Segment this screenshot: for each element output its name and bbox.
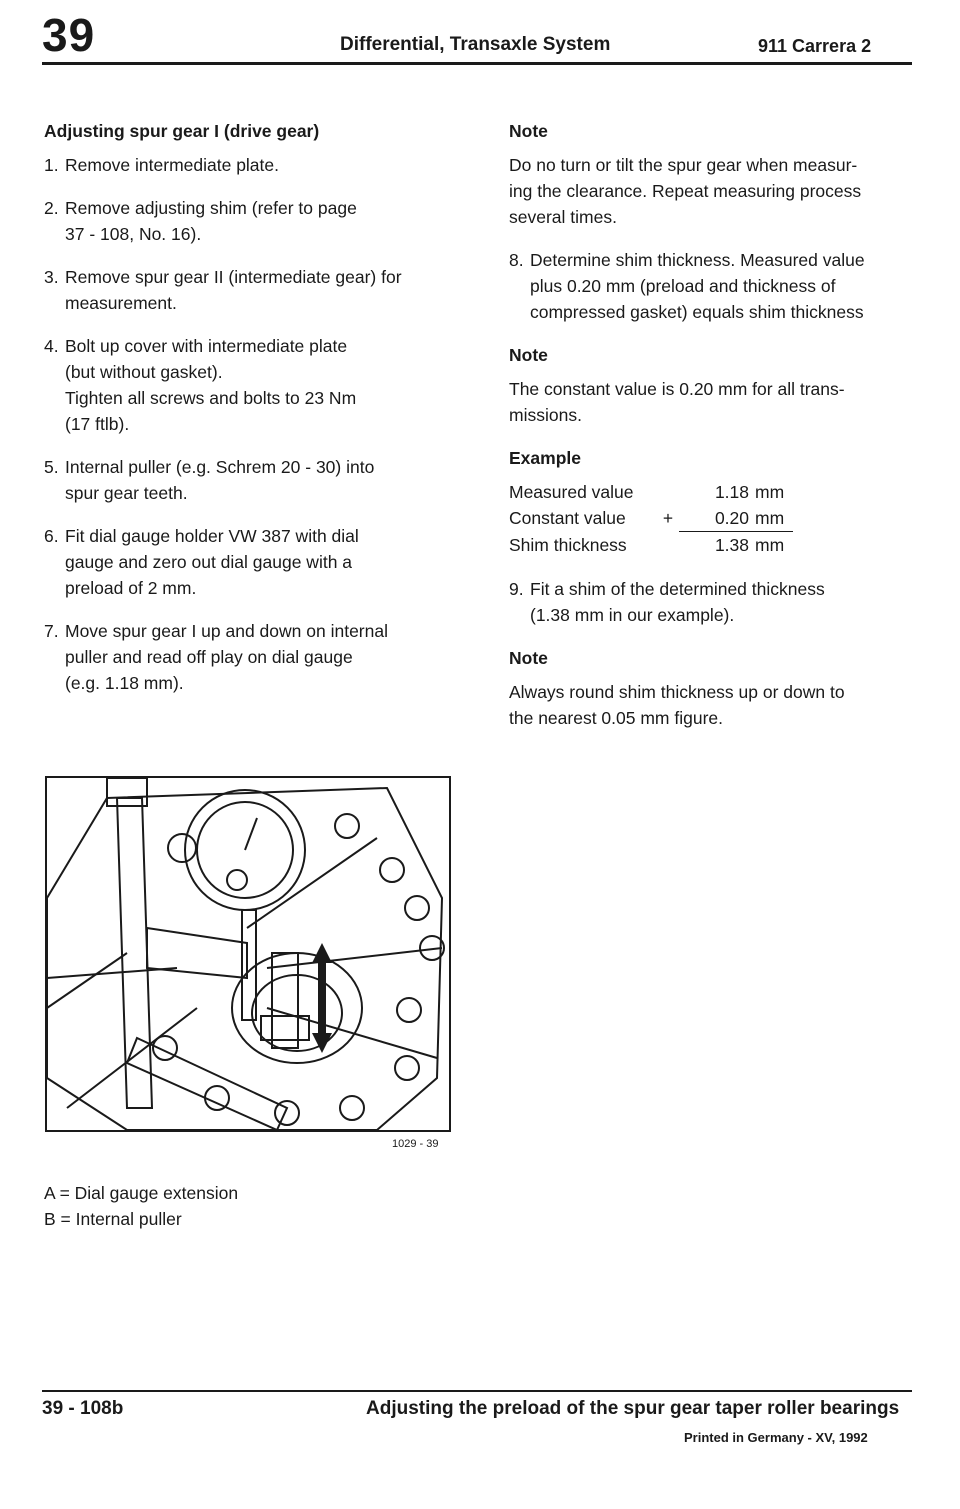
table-row bbox=[509, 479, 793, 505]
step-number: 5. bbox=[44, 457, 59, 477]
note-heading: Note bbox=[509, 648, 548, 668]
step-8 bbox=[509, 247, 919, 325]
step-line: 37 - 108, No. 16). bbox=[65, 224, 202, 244]
step-line: (e.g. 1.18 mm). bbox=[65, 673, 184, 693]
page-number: 39 - 108b bbox=[42, 1398, 124, 1419]
note-heading: Note bbox=[509, 345, 548, 365]
step-line: (1.38 mm in our example). bbox=[530, 605, 735, 625]
footer-rule bbox=[42, 1390, 912, 1392]
step-line: Determine shim thickness. Measured value bbox=[530, 250, 865, 270]
step-line: plus 0.20 mm (preload and thickness of bbox=[530, 276, 836, 296]
movement-arrow bbox=[312, 943, 332, 1053]
step-number: 2. bbox=[44, 198, 59, 218]
row-label: Shim thickness bbox=[509, 534, 627, 555]
note-line: the nearest 0.05 mm figure. bbox=[509, 708, 723, 728]
header-rule bbox=[42, 62, 912, 65]
step-line: Remove spur gear II (intermediate gear) for bbox=[65, 267, 402, 287]
model-name: 911 Carrera 2 bbox=[758, 36, 872, 56]
figure-reference: 1029 - 39 bbox=[392, 1138, 439, 1150]
step-line: compressed gasket) equals shim thickness bbox=[530, 302, 864, 322]
row-unit: mm bbox=[755, 508, 785, 528]
row-unit: mm bbox=[755, 482, 785, 502]
right-column bbox=[509, 118, 919, 748]
step-number: 6. bbox=[44, 526, 59, 546]
step-5 bbox=[44, 454, 464, 506]
row-operator bbox=[657, 532, 679, 559]
table-row bbox=[509, 505, 793, 532]
step-line: (but without gasket). bbox=[65, 362, 223, 382]
row-operator bbox=[657, 479, 679, 505]
step-7 bbox=[44, 618, 464, 696]
footer-title: Adjusting the preload of the spur gear taper roller bearings bbox=[366, 1398, 900, 1419]
note-text bbox=[509, 152, 919, 230]
step-line: puller and read off play on dial gauge bbox=[65, 647, 353, 667]
legend-item-a: A = Dial gauge extension bbox=[44, 1183, 239, 1203]
arrow-up-head bbox=[312, 943, 332, 963]
step-line: preload of 2 mm. bbox=[65, 578, 197, 598]
step-9 bbox=[509, 576, 919, 628]
step-line: measurement. bbox=[65, 293, 177, 313]
step-number: 8. bbox=[509, 250, 524, 270]
row-unit: mm bbox=[755, 532, 793, 559]
step-number: 3. bbox=[44, 267, 59, 287]
printed-note: Printed in Germany - XV, 1992 bbox=[684, 1430, 868, 1445]
dial-subdial bbox=[227, 870, 247, 890]
row-value: 1.38 bbox=[679, 532, 755, 559]
holder-knob bbox=[107, 778, 147, 806]
row-operator: + bbox=[662, 508, 674, 528]
procedure-heading: Adjusting spur gear I (drive gear) bbox=[44, 121, 320, 141]
dial-needle bbox=[245, 818, 257, 850]
note-line: Do no turn or tilt the spur gear when measur- bbox=[509, 155, 858, 175]
figure-dial-gauge-illustration bbox=[45, 776, 451, 1132]
steps-list-continued bbox=[509, 247, 919, 325]
bolt-head bbox=[395, 1056, 419, 1080]
step-line: Remove adjusting shim (refer to page bbox=[65, 198, 357, 218]
left-column bbox=[44, 118, 464, 713]
bolt-head bbox=[380, 858, 404, 882]
step-6 bbox=[44, 523, 464, 601]
bolt-head bbox=[397, 998, 421, 1022]
table-row-total bbox=[509, 532, 793, 559]
step-number: 4. bbox=[44, 336, 59, 356]
bolt-head bbox=[405, 896, 429, 920]
step-number: 1. bbox=[44, 155, 59, 175]
row-label: Constant value bbox=[509, 508, 626, 528]
step-line: Remove intermediate plate. bbox=[65, 155, 279, 175]
holder-clamp bbox=[147, 928, 247, 978]
row-value: 1.18 bbox=[714, 482, 749, 502]
steps-list-continued bbox=[509, 576, 919, 628]
section-title: Differential, Transaxle System bbox=[340, 34, 611, 55]
example-heading: Example bbox=[509, 448, 581, 468]
step-line: gauge and zero out dial gauge with a bbox=[65, 552, 353, 572]
figure-legend bbox=[44, 1180, 238, 1232]
step-line: Move spur gear I up and down on internal bbox=[65, 621, 388, 641]
row-label: Measured value bbox=[509, 482, 634, 502]
illustration-drawing bbox=[47, 778, 449, 1130]
row-value: 0.20 bbox=[714, 508, 749, 528]
step-line: Fit a shim of the determined thickness bbox=[530, 579, 825, 599]
note-text bbox=[509, 679, 919, 731]
step-3 bbox=[44, 264, 464, 316]
step-4 bbox=[44, 333, 464, 437]
step-line: (17 ftlb). bbox=[65, 414, 130, 434]
note-text bbox=[509, 376, 919, 428]
step-line: Fit dial gauge holder VW 387 with dial bbox=[65, 526, 359, 546]
puller-nut bbox=[261, 1016, 309, 1040]
step-line: Bolt up cover with intermediate plate bbox=[65, 336, 348, 356]
note-line: The constant value is 0.20 mm for all trans- bbox=[509, 379, 845, 399]
example-table bbox=[509, 479, 793, 558]
step-2 bbox=[44, 195, 464, 247]
step-1 bbox=[44, 152, 464, 178]
holder-bar bbox=[47, 953, 127, 1008]
arrow-down-head bbox=[312, 1033, 332, 1053]
chapter-number: 39 bbox=[42, 9, 96, 61]
bolt-head bbox=[168, 834, 196, 862]
step-number: 7. bbox=[44, 621, 59, 641]
step-line: spur gear teeth. bbox=[65, 483, 188, 503]
legend-item-b: B = Internal puller bbox=[44, 1209, 182, 1229]
note-line: ing the clearance. Repeat measuring process bbox=[509, 181, 862, 201]
bolt-head bbox=[340, 1096, 364, 1120]
step-line: Tighten all screws and bolts to 23 Nm bbox=[65, 388, 357, 408]
note-line: several times. bbox=[509, 207, 617, 227]
bolt-head bbox=[335, 814, 359, 838]
arrow-shaft bbox=[318, 963, 326, 1038]
step-line: Internal puller (e.g. Schrem 20 - 30) into bbox=[65, 457, 375, 477]
note-heading: Note bbox=[509, 121, 548, 141]
note-line: missions. bbox=[509, 405, 582, 425]
note-line: Always round shim thickness up or down to bbox=[509, 682, 845, 702]
steps-list bbox=[44, 152, 464, 696]
step-number: 9. bbox=[509, 579, 524, 599]
